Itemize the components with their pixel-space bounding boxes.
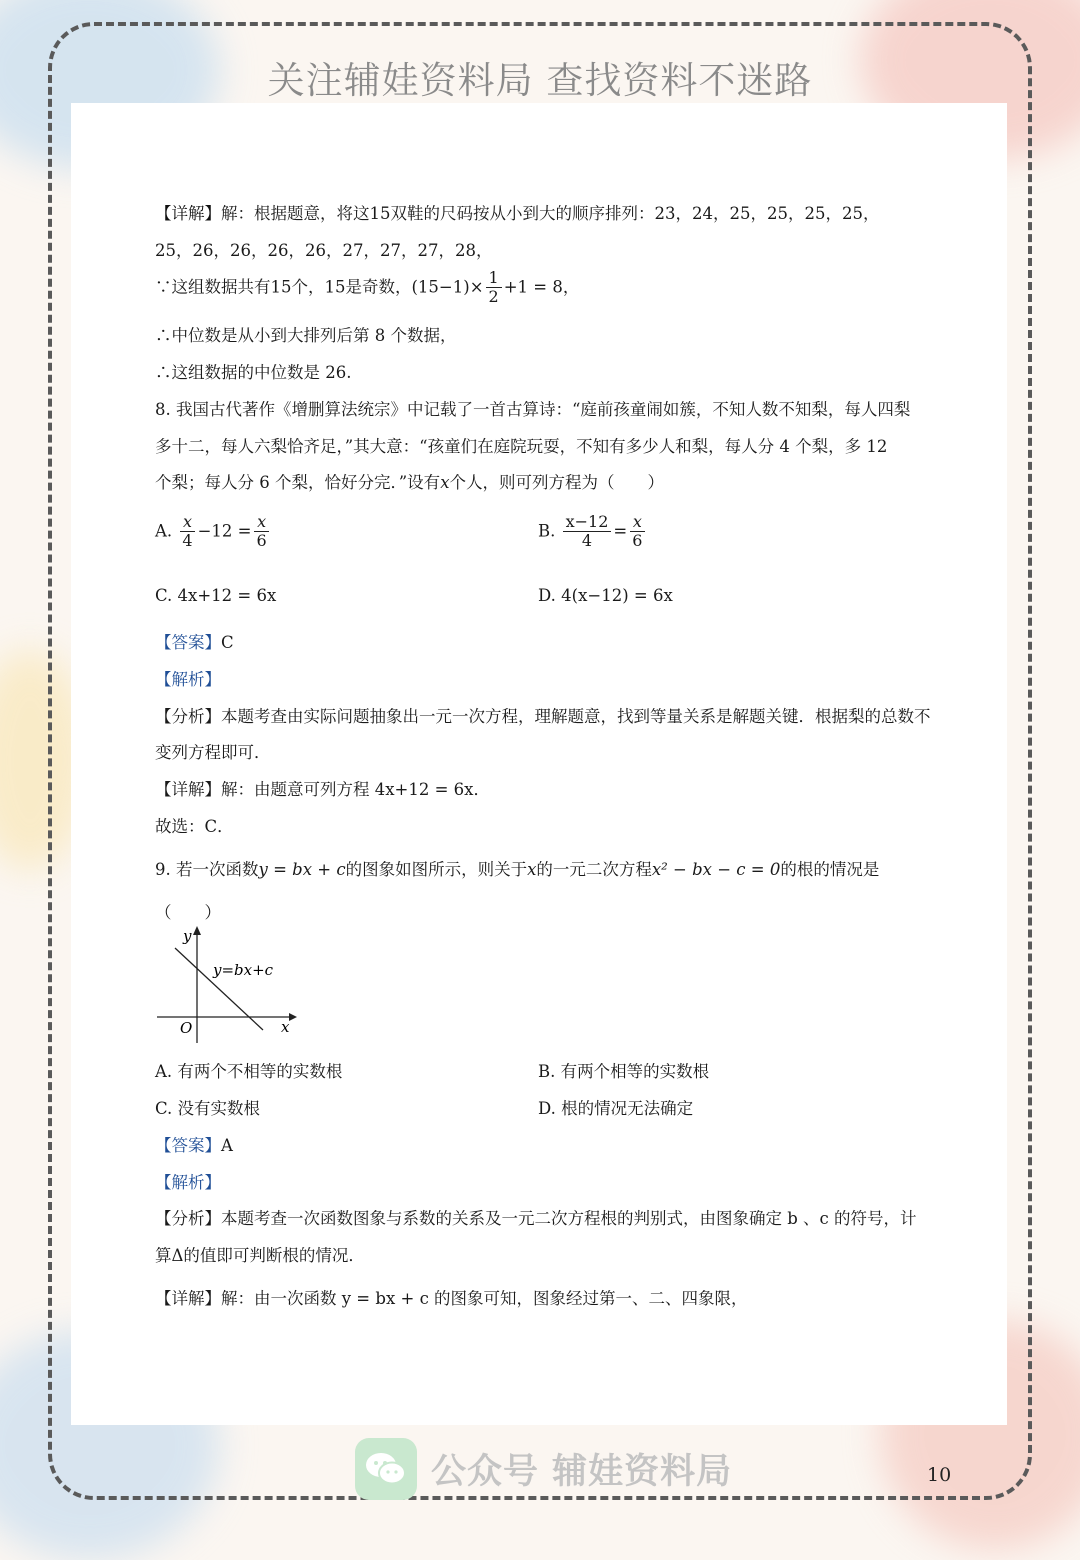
page-number: 10 <box>927 1464 952 1486</box>
q7-detail-line3: ∵这组数据共有15个，15是奇数，(15−1)× $\frac{1}{2}$ +1 = 8， <box>155 268 580 307</box>
footer-watermark <box>355 1438 732 1500</box>
header-banner: 关注辅娃资料局 查找资料不迷路 <box>267 59 813 102</box>
y-axis-label: y <box>183 927 192 945</box>
q8-fenxi-line1: 【分析】本题考查由实际问题抽象出一元一次方程，理解题意，找到等量关系是解题关键．根据梨的总数不 <box>155 707 931 726</box>
q8-choose: 故选：C． <box>155 817 234 836</box>
q8-option-a: A. $\frac{x}{4}$ −12 = $\frac{x}{6}$ <box>155 513 272 551</box>
q7-detail-line5: ∴这组数据的中位数是 26. <box>155 363 352 382</box>
q8-option-b: B. $\frac{x-12}{4}$ = $\frac{x}{6}$ <box>538 513 647 551</box>
q9-option-c: C. 没有实数根 <box>155 1099 261 1118</box>
q9-answer: 【答案】A <box>155 1136 233 1155</box>
q9-stem-line1: 9. 若一次函数y = bx + c的图象如图所示，则关于x的一元二次方程x² − bx − c = 0的根的情况是 <box>155 860 880 879</box>
q7-detail-line1: 【详解】解：根据题意，将这15双鞋的尺码按从小到大的顺序排列：23，24，25，25，25，25， <box>155 204 880 223</box>
x-axis-arrow <box>289 1013 297 1021</box>
q8-option-d: D. 4(x−12) = 6x <box>538 586 673 605</box>
q9-fenxi-line1: 【分析】本题考查一次函数图象与系数的关系及一元二次方程根的判别式，由图象确定 b 、c 的符号，计 <box>155 1209 917 1228</box>
q8-stem-line3: 个梨；每人分 6 个梨，恰好分完．”设有x个人，则可列方程为（ ） <box>155 473 664 492</box>
q7-detail-line2: 25，26，26，26，26，27，27，27，28， <box>155 241 493 260</box>
document-page <box>71 103 1007 1425</box>
q8-fenxi-line2: 变列方程即可． <box>155 743 271 762</box>
q9-option-d: D. 根的情况无法确定 <box>538 1099 694 1118</box>
y-axis-arrow <box>193 926 201 935</box>
fraction: $\frac{1}{2}$ <box>486 269 502 307</box>
q9-linear-graph <box>155 923 305 1048</box>
q9-detail: 【详解】解：由一次函数 y = bx + c 的图象可知，图象经过第一、二、四象限， <box>155 1289 748 1308</box>
q9-option-b: B. 有两个相等的实数根 <box>538 1062 710 1081</box>
q9-analysis-tag: 【解析】 <box>155 1173 221 1192</box>
origin-label: O <box>180 1019 193 1037</box>
q8-stem-line1: 8. 我国古代著作《增删算法统宗》中记载了一首古算诗：“庭前孩童闹如簇，不知人数不知梨，每人四梨 <box>155 400 911 419</box>
footer-label: 公众号 辅娃资料局 <box>431 1452 733 1492</box>
q9-stem-line2: （ ） <box>155 903 221 922</box>
q8-stem-line2: 多十二，每人六梨恰齐足，”其大意：“孩童们在庭院玩耍，不知有多少人和梨，每人分 4 个梨，多 12 <box>155 437 888 456</box>
wechat-icon <box>355 1438 417 1500</box>
q8-option-c: C. 4x+12 = 6x <box>155 586 277 605</box>
q8-detail: 【详解】解：由题意可列方程 4x+12 = 6x． <box>155 780 490 799</box>
q8-answer: 【答案】C <box>155 633 234 652</box>
function-label: y=bx+c <box>213 961 274 979</box>
q7-detail-line4: ∴中位数是从小到大排列后第 8 个数据， <box>155 326 457 345</box>
q9-option-a: A. 有两个不相等的实数根 <box>155 1062 343 1081</box>
x-axis-label: x <box>281 1018 290 1036</box>
detail-tag: 【详解】 <box>155 204 221 223</box>
q9-fenxi-line2: 算Δ的值即可判断根的情况． <box>155 1246 365 1265</box>
q8-analysis-tag: 【解析】 <box>155 670 221 689</box>
